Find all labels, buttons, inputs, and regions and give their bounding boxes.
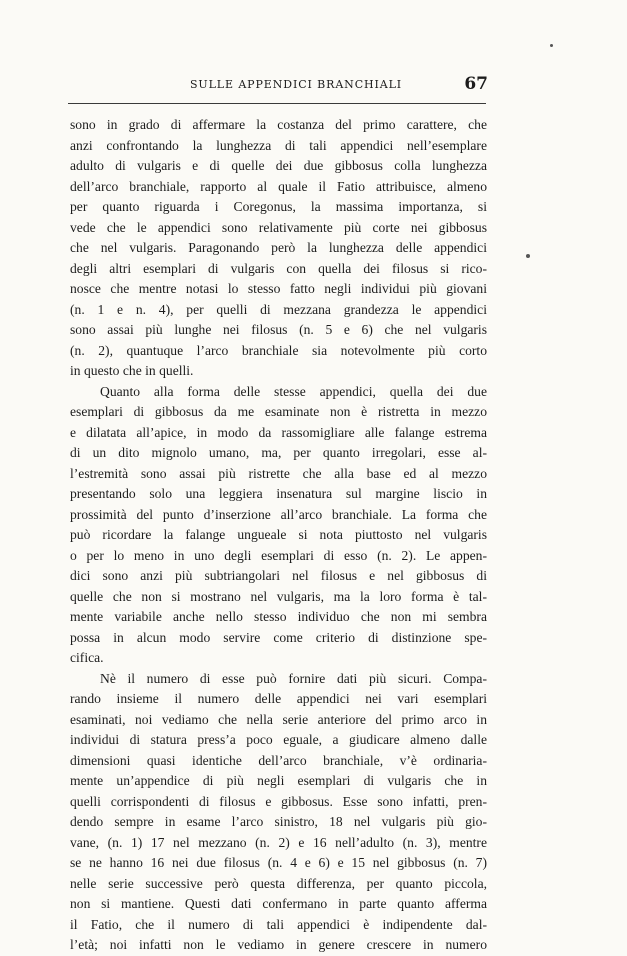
text-line: dell’arco branchiale, rapporto al quale il Fatio attribuisce, almeno bbox=[70, 178, 487, 194]
text-line: Nè il numero di esse può fornire dati più sicuri. Compa- bbox=[100, 670, 487, 686]
text-line: dimensioni quasi identiche dell’arco branchiale, v’è ordinaria- bbox=[70, 752, 487, 768]
text-line: possa in alcun modo servire come criterio di distinzione spe- bbox=[70, 629, 487, 645]
text-line: di un dito mignolo umano, ma, per quanto irregolari, esse al- bbox=[70, 445, 487, 460]
text-line: sono in grado di affermare la costanza del primo carattere, che bbox=[70, 117, 487, 132]
text-line: sono assai più lunghe nei filosus (n. 5 e 6) che nel vulgaris bbox=[70, 322, 487, 337]
text-line: (n. 1 e n. 4), per quelli di mezzana grandezza le appendici bbox=[70, 301, 487, 317]
text-line: esemplari di gibbosus da me esaminate non è ristretta in mezzo bbox=[70, 404, 487, 419]
text-line: o per lo meno in uno degli esemplari di esso (n. 2). Le appen- bbox=[70, 547, 487, 563]
text-line: anzi confrontando la lunghezza di tali appendici nell’esemplare bbox=[70, 137, 487, 153]
text-line: in questo che in quelli. bbox=[70, 363, 194, 378]
text-line: esaminati, noi vediamo che nella serie anteriore del primo arco in bbox=[70, 711, 487, 727]
running-title: SULLE APPENDICI BRANCHIALI bbox=[190, 78, 403, 91]
text-line: nelle serie successive però questa differenza, per quanto piccola, bbox=[70, 875, 487, 891]
text-line: degli altri esemplari di vulgaris con quella dei filosus si rico- bbox=[70, 260, 487, 276]
text-line: presentando solo una leggiera insenatura sul margine liscio in bbox=[70, 486, 487, 501]
text-line: prossimità del punto d’inserzione all’arco branchiale. La forma che bbox=[70, 506, 487, 522]
text-line: dici sono anzi più subtriangolari nel filosus e nel gibbosus di bbox=[70, 568, 487, 583]
text-line: l’estremità sono assai più ristrette che alla base ed al mezzo bbox=[70, 465, 487, 481]
text-line: può ricordare la falange ungueale si nota piuttosto nel vulgaris bbox=[70, 527, 487, 542]
text-line: quelle che non si mostrano nel vulgaris, ma la loro forma è tal- bbox=[70, 588, 487, 604]
text-line: dendo sempre in esame l’arco sinistro, 18 nel vulgaris più gio- bbox=[70, 814, 487, 829]
text-line: l’età; noi infatti non le vediamo in genere crescere in numero bbox=[70, 937, 487, 952]
text-line: (n. 2), quantuque l’arco branchiale sia notevolmente più corto bbox=[70, 342, 487, 358]
body-text bbox=[70, 115, 487, 956]
text-line: se ne hanno 16 nei due filosus (n. 4 e 6) e 15 nel gibbosus (n. 7) bbox=[70, 855, 487, 870]
text-line: nosce che mentre notasi lo stesso fatto negli individui più giovani bbox=[70, 281, 487, 296]
text-line: non si mantiene. Questi dati confermano in parte quanto afferma bbox=[70, 896, 487, 911]
text-line: quelli corrispondenti di filosus e gibbosus. Esse sono infatti, pren- bbox=[70, 793, 487, 809]
header-rule bbox=[68, 103, 486, 104]
page-number: 67 bbox=[464, 74, 488, 94]
text-line: Quanto alla forma delle stesse appendici, quella dei due bbox=[100, 383, 487, 399]
text-line: individui di statura press’a poco eguale, a giudicare almeno dalle bbox=[70, 732, 487, 747]
margin-speck bbox=[550, 44, 553, 47]
text-line: vane, (n. 1) 17 nel mezzano (n. 2) e 16 nell’adulto (n. 3), mentre bbox=[70, 834, 487, 850]
text-line: il Fatio, che il numero di tali appendici è indipendente dal- bbox=[70, 916, 487, 932]
text-line: cifica. bbox=[70, 650, 104, 665]
text-line: che nel vulgaris. Paragonando però la lunghezza delle appendici bbox=[70, 240, 487, 255]
text-line: rando insieme il numero delle appendici nei vari esemplari bbox=[70, 691, 487, 706]
text-line: per quanto riguarda i Coregonus, la massima importanza, si bbox=[70, 199, 487, 214]
margin-speck bbox=[526, 254, 530, 258]
text-line: mente variabile anche nello stesso individuo che non mi sembra bbox=[70, 609, 487, 624]
text-line: mente un’appendice di più negli esemplari di vulgaris che in bbox=[70, 773, 487, 788]
text-line: e dilatata all’apice, in modo da rassomigliare alle falange estrema bbox=[70, 424, 487, 440]
text-line: adulto di vulgaris e di quelle dei due gibbosus colla lunghezza bbox=[70, 158, 487, 173]
page-header bbox=[68, 74, 488, 98]
text-line: vede che le appendici sono relativamente più corte nei gibbosus bbox=[70, 219, 487, 235]
